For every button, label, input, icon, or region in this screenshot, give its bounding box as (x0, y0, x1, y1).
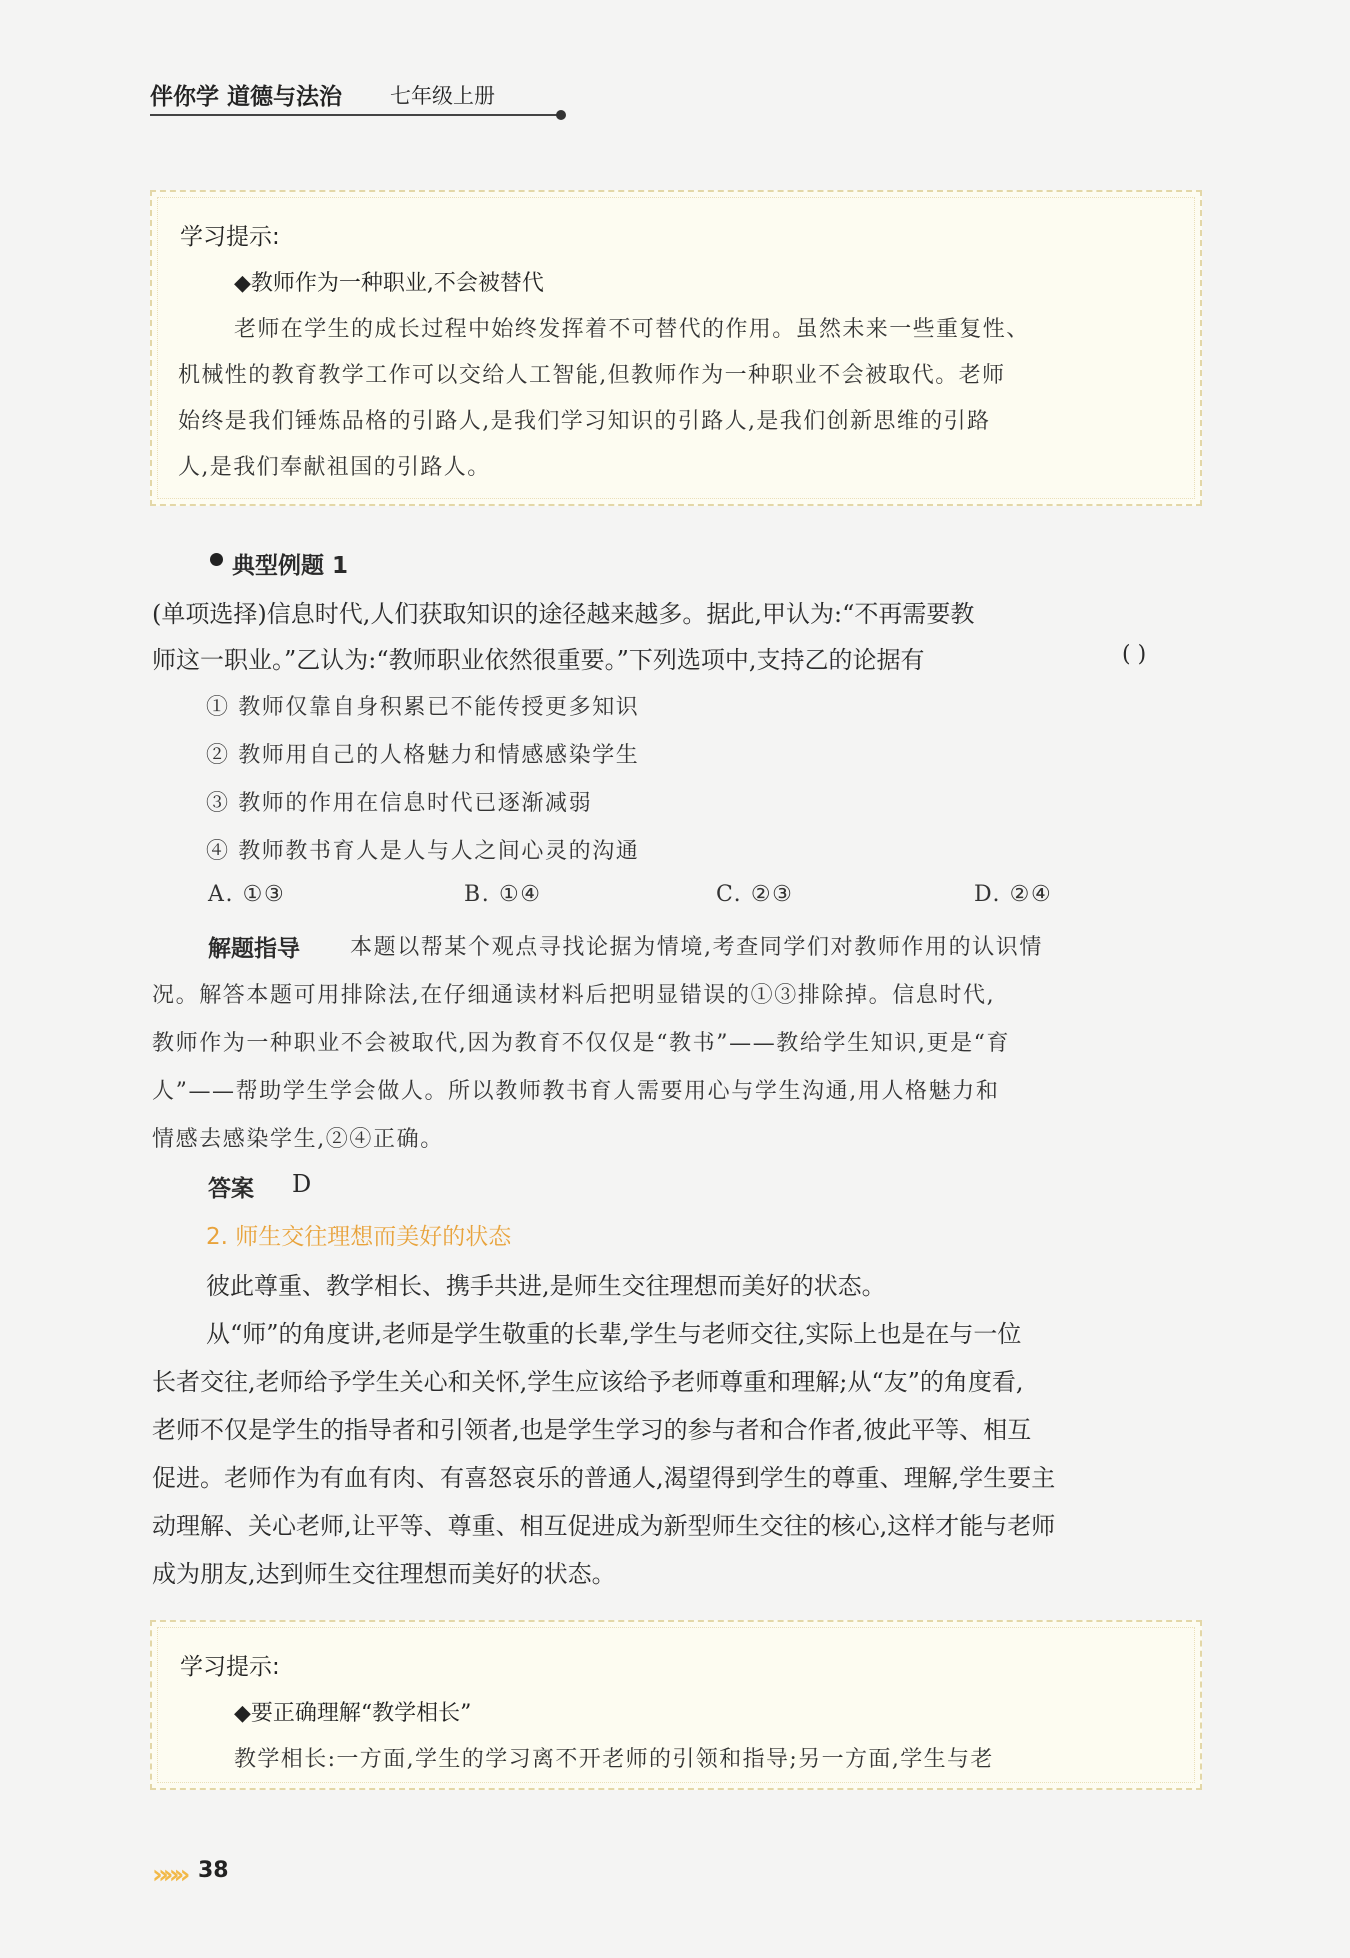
header-dot (556, 110, 566, 120)
tip-subheading: ◆教师作为一种职业,不会被替代 (234, 271, 544, 296)
statement-item: ④ 教师教书育人是人与人之间心灵的沟通 (206, 839, 640, 864)
answer-blank: ( ) (1122, 642, 1147, 667)
tip-line: 始终是我们锤炼品格的引路人,是我们学习知识的引路人,是我们创新思维的引路 (178, 409, 991, 434)
paragraph-line: 促进。老师作为有血有肉、有喜怒哀乐的普通人,渴望得到学生的尊重、理解,学生要主 (152, 1464, 1056, 1492)
guide-label: 解题指导 (208, 936, 300, 962)
page-number: 38 (198, 1858, 229, 1883)
guide-line: 况。解答本题可用排除法,在仔细通读材料后把明显错误的①③排除掉。信息时代, (152, 983, 996, 1008)
guide-line: 本题以帮某个观点寻找论据为情境,考查同学们对教师作用的认识情 (350, 935, 1043, 960)
tip-heading: 学习提示: (180, 224, 280, 250)
question-line: 师这一职业。”乙认为:“教师职业依然很重要。”下列选项中,支持乙的论据有 (152, 646, 925, 674)
option-a: A. ①③ (208, 882, 286, 907)
tip-line: 教学相长:一方面,学生的学习离不开老师的引领和指导;另一方面,学生与老 (234, 1747, 994, 1772)
bullet-icon (210, 553, 223, 566)
tip-line: 机械性的教育教学工作可以交给人工智能,但教师作为一种职业不会被取代。老师 (178, 363, 1006, 388)
guide-line: 人”——帮助学生学会做人。所以教师教书育人需要用心与学生沟通,用人格魅力和 (152, 1079, 1000, 1104)
option-b: B. ①④ (464, 882, 542, 907)
answer-value: D (292, 1170, 312, 1198)
guide-line: 教师作为一种职业不会被取代,因为教育不仅仅是“教书”——教给学生知识,更是“育 (152, 1031, 1011, 1056)
paragraph-line: 彼此尊重、教学相长、携手共进,是师生交往理想而美好的状态。 (206, 1272, 886, 1300)
paragraph-line: 长者交往,老师给予学生关心和关怀,学生应该给予老师尊重和理解;从“友”的角度看, (152, 1368, 1024, 1396)
option-d: D. ②④ (974, 882, 1053, 907)
running-header (150, 78, 560, 116)
study-tip-box-1 (150, 190, 1202, 506)
paragraph-line: 动理解、关心老师,让平等、尊重、相互促进成为新型师生交往的核心,这样才能与老师 (152, 1512, 1056, 1540)
statement-item: ② 教师用自己的人格魅力和情感感染学生 (206, 743, 640, 768)
tip-line: 老师在学生的成长过程中始终发挥着不可替代的作用。虽然未来一些重复性、 (234, 317, 1030, 342)
statement-item: ① 教师仅靠自身积累已不能传授更多知识 (206, 695, 640, 720)
option-c: C. ②③ (716, 882, 794, 907)
paragraph-line: 老师不仅是学生的指导者和引领者,也是学生学习的参与者和合作者,彼此平等、相互 (152, 1416, 1032, 1444)
paragraph-line: 从“师”的角度讲,老师是学生敬重的长辈,学生与老师交往,实际上也是在与一位 (206, 1320, 1022, 1348)
study-tip-box-2 (150, 1620, 1202, 1790)
tip-subheading: ◆要正确理解“教学相长” (234, 1701, 472, 1726)
double-chevron-icon: »»» (152, 1860, 185, 1890)
grade-label: 七年级上册 (390, 84, 495, 108)
paragraph-line: 成为朋友,达到师生交往理想而美好的状态。 (152, 1560, 616, 1588)
statement-item: ③ 教师的作用在信息时代已逐渐减弱 (206, 791, 593, 816)
question-line: (单项选择)信息时代,人们获取知识的途径越来越多。据此,甲认为:“不再需要教 (152, 600, 975, 628)
tip-heading: 学习提示: (180, 1654, 280, 1680)
example-heading: 典型例题 1 (232, 553, 349, 579)
section-title: 2. 师生交往理想而美好的状态 (206, 1224, 512, 1250)
book-title: 伴你学 道德与法治 (150, 84, 343, 110)
tip-line: 人,是我们奉献祖国的引路人。 (178, 455, 491, 480)
guide-line: 情感去感染学生,②④正确。 (152, 1127, 444, 1152)
answer-label: 答案 (208, 1176, 254, 1202)
